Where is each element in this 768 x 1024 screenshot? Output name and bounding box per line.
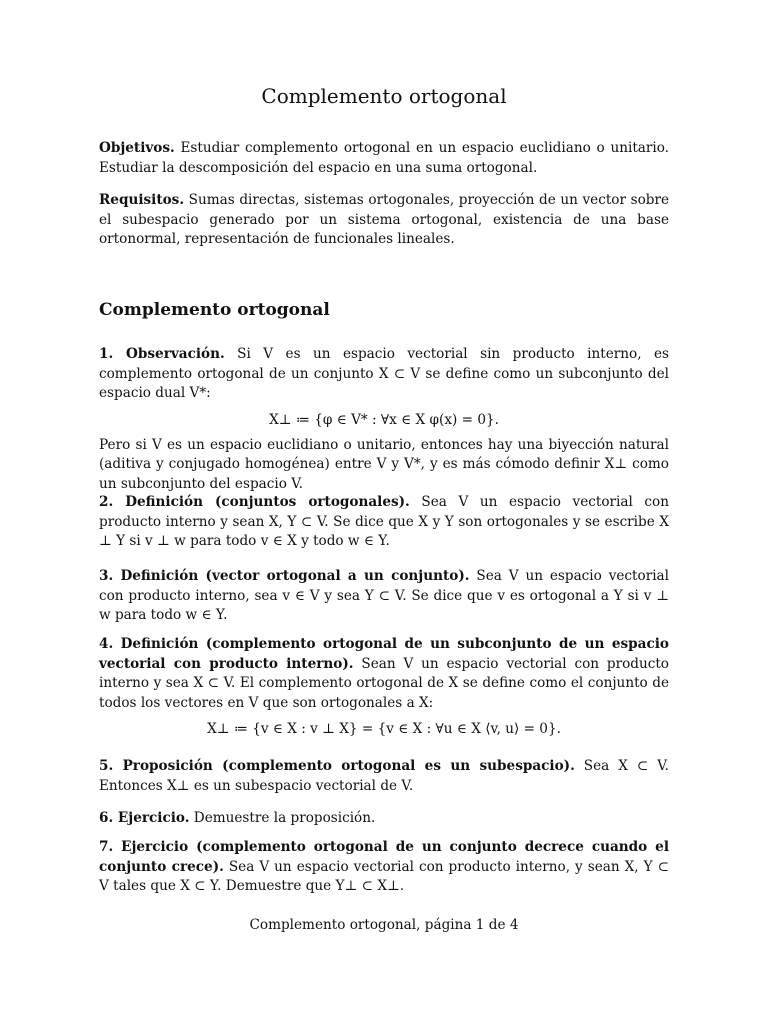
section-title: Complemento ortogonal	[99, 300, 330, 320]
item2-text: Sea V un espacio vectorial con producto interno y sean X, Y ⊂ V. Se dice que X y Y son ortogonales y se escribe X ⊥ Y si v ⊥ w para todo v ∈ X y todo w ∈ Y.	[99, 494, 669, 549]
item4-equation: X⊥ ≔ {v ∈ X : v ⊥ X} = {v ∈ X : ∀u ∈ X ⟨v, u⟩ = 0}.	[207, 721, 561, 737]
item3-text: Sea V un espacio vectorial con producto interno, sea v ∈ V y sea Y ⊂ V. Se dice que v es ortogonal a Y si v ⊥ w para todo w ∈ Y.	[99, 568, 669, 623]
item1-text2: Pero si V es un espacio euclidiano o unitario, entonces hay una biyección natural (aditiva y conjugado homogénea) entre V y V*, y es más cómodo definir X⊥ como un subconjunto del espacio V.	[99, 436, 669, 492]
item5-text: Sea X ⊂ V. Entonces X⊥ es un subespacio vectorial de V.	[99, 758, 669, 794]
item-2	[99, 493, 669, 552]
objetivos-paragraph	[99, 139, 669, 178]
item1-text: Si V es un espacio vectorial sin producto interno, es complemento ortogonal de un conjunto X ⊂ V se define como un subconjunto del espacio dual V*:	[99, 346, 669, 401]
item2-label: 2. Definición (conjuntos ortogonales).	[99, 494, 410, 510]
page-footer: Complemento ortogonal, página 1 de 4	[249, 917, 519, 933]
item4-text: Sean V un espacio vectorial con producto interno y sea X ⊂ V. El complemento ortogonal de X se define como el conjunto de todos los vectores en V que son ortogonales a X:	[99, 655, 669, 711]
requisitos-paragraph	[99, 191, 669, 250]
item5-label: 5. Proposición (complemento ortogonal es un subespacio).	[99, 758, 575, 774]
item7-text: Sea V un espacio vectorial con producto interno, y sean X, Y ⊂ V tales que X ⊂ Y. Demuestre que Y⊥ ⊂ X⊥.	[99, 858, 669, 894]
item4-label: 4. Definición (complemento ortogonal de un subconjunto de un espacio vectorial con producto interno).	[99, 636, 669, 672]
requisitos-text: Sumas directas, sistemas ortogonales, proyección de un vector sobre el subespacio generado por un sistema ortogonal, existencia de una base ortonormal, representación de funcionales lineales.	[99, 192, 669, 247]
document-title: Complemento ortogonal	[261, 84, 507, 108]
item-7	[99, 838, 669, 897]
item-5	[99, 757, 669, 796]
item-6	[99, 809, 669, 829]
objetivos-label: Objetivos.	[99, 140, 175, 156]
item7-label: 7. Ejercicio (complemento ortogonal de un conjunto decrece cuando el conjunto crece).	[99, 839, 669, 875]
item-3	[99, 567, 669, 626]
item1-equation: X⊥ ≔ {φ ∈ V* : ∀x ∈ X φ(x) = 0}.	[269, 411, 499, 428]
item-4	[99, 635, 669, 739]
item1-label: 1. Observación.	[99, 346, 225, 362]
requisitos-label: Requisitos.	[99, 192, 185, 208]
item6-text: Demuestre la proposición.	[189, 810, 376, 826]
objetivos-text: Estudiar complemento ortogonal en un espacio euclidiano o unitario. Estudiar la descomposición del espacio en una suma ortogonal.	[99, 140, 669, 176]
item-1	[99, 345, 669, 494]
item6-label: 6. Ejercicio.	[99, 810, 190, 826]
item3-label: 3. Definición (vector ortogonal a un conjunto).	[99, 568, 470, 584]
